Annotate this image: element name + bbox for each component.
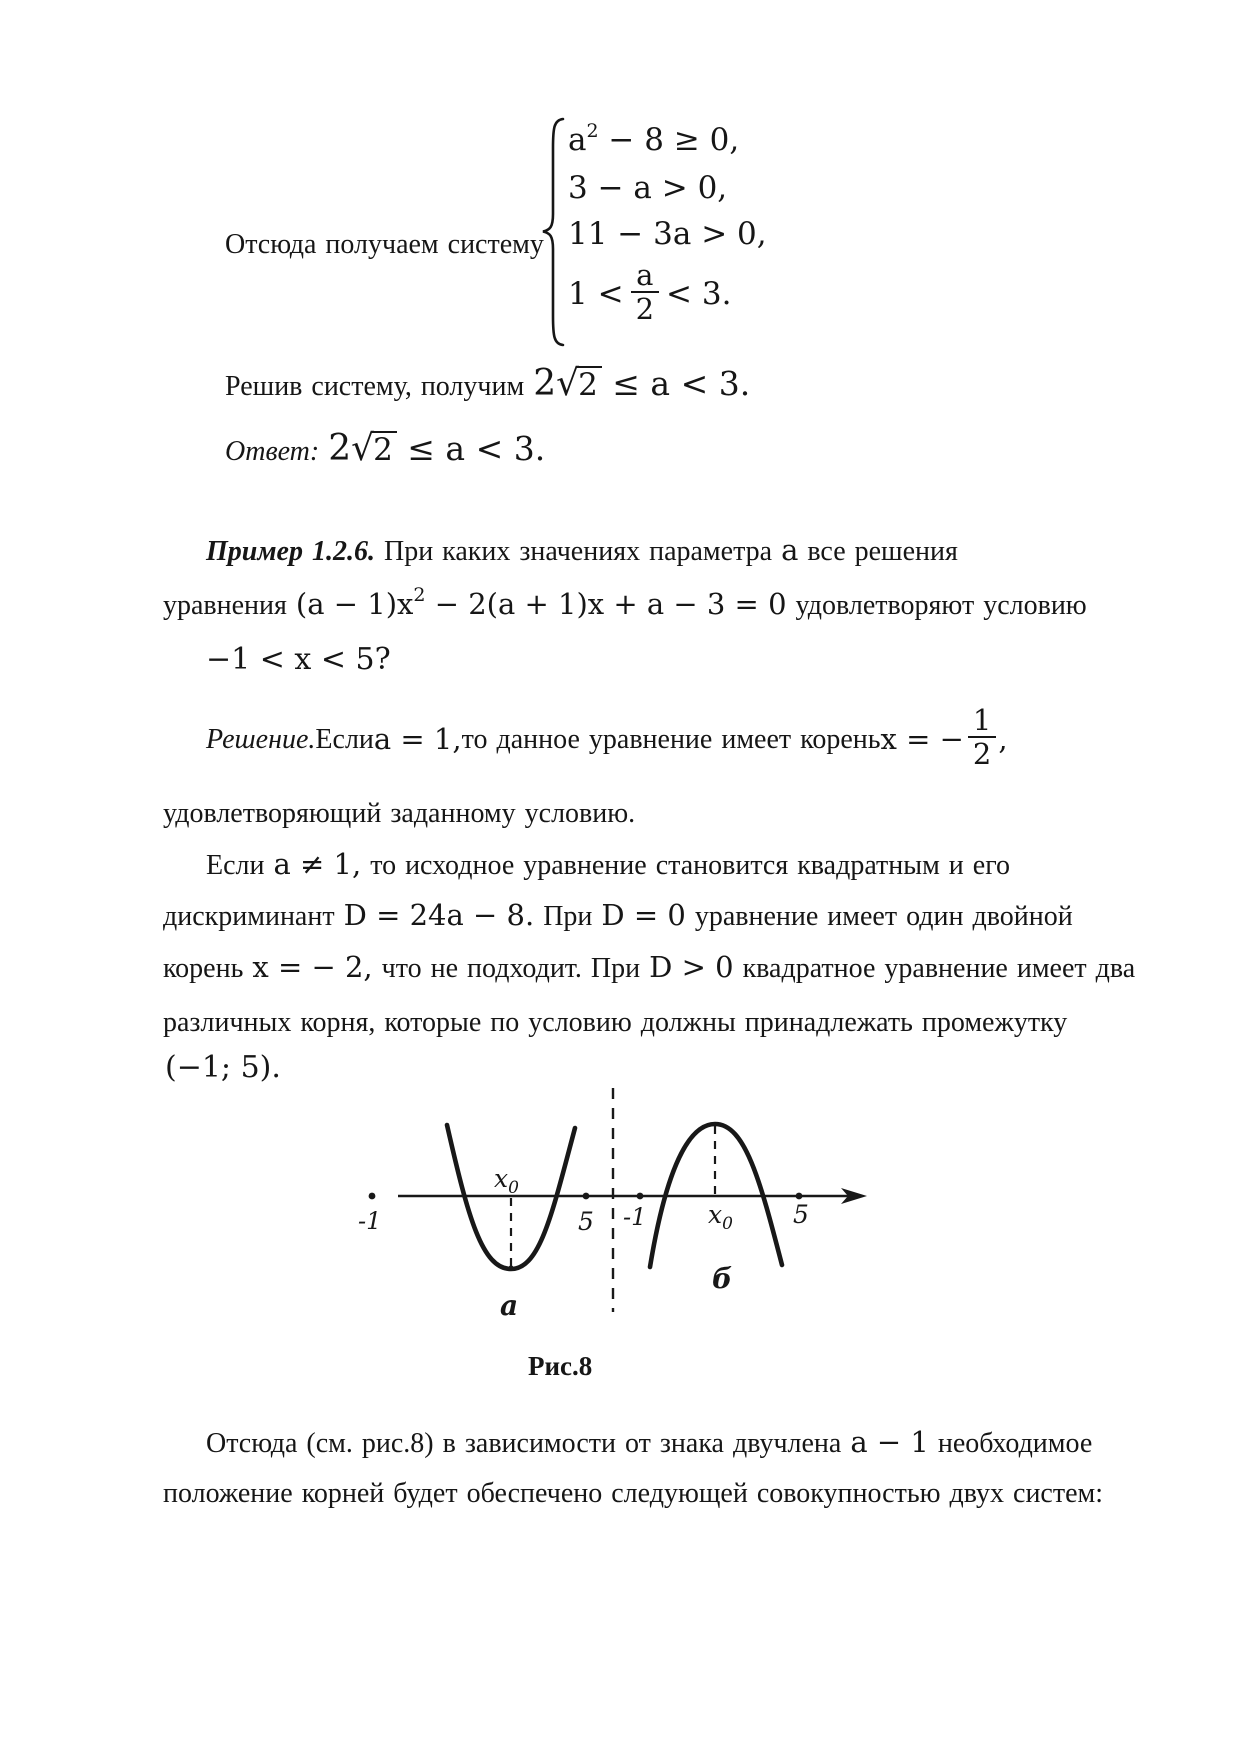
figure-caption: Рис.8 [528,1351,593,1381]
radical-sign: √ [556,363,580,404]
answer-line [225,428,546,469]
solution-first-line [206,702,1008,773]
discriminant-para-line-2 [163,899,1073,933]
equation-line [163,584,1087,625]
example-lead-text: При каких значениях параметра [374,536,782,567]
parameter-a: a [781,533,799,567]
binomial-a-minus-1: a − 1 [850,1425,929,1459]
radical-sign: √ [351,428,375,469]
left-tick-dot-minus1 [369,1193,376,1200]
condition-inequality: −1 < x < 5? [206,642,391,677]
right-panel-label: б [712,1262,733,1295]
left-tick-dot-5 [583,1193,590,1200]
text-segment: корень [163,953,253,984]
example-heading-line [206,534,958,568]
left-x0-label: $x_0$ [494,1164,519,1198]
row1-exponent: 2 [586,120,599,142]
system-row-2: 3 − a > 0, [568,170,728,206]
right-tick-label-minus1: -1 [623,1203,647,1231]
solve-result-line [225,363,751,404]
discriminant-positive: D > 0 [649,950,734,984]
row1-rest: − 8 ≥ 0, [598,122,740,158]
interval-line [165,1051,281,1085]
system-of-inequalities [540,112,870,342]
figure-parabolas [330,1082,890,1322]
fraction-numerator: a [636,257,654,292]
discriminant-para-line-1 [206,848,1010,882]
discriminant-formula: D = 24a − 8. [343,898,535,932]
sqrt-coefficient: 2 [328,428,352,469]
discriminant-para-line-4: различных корня, которые по условию должны принадлежать промежутку [163,1007,1068,1038]
answer-inequality-tail: ≤ a < 3. [396,429,546,468]
row4-right: < 3. [666,276,732,312]
discriminant-para-line-3 [163,951,1135,985]
fraction-numerator: 1 [972,702,992,737]
discriminant-zero: D = 0 [601,898,686,932]
fraction-a-over-2 [631,259,659,326]
answer-label: Ответ: [225,436,320,467]
root-prefix: x = − [880,721,964,756]
left-tick-label-minus1: -1 [358,1207,382,1235]
row1-variable: a [568,122,587,158]
system-brace [540,116,566,348]
left-tick-label-5: 5 [578,1207,594,1236]
solution-label: Решение. [206,723,316,755]
radicand: 2 [576,366,602,401]
condition-line [206,643,391,677]
example-lead-tail: все решения [798,536,958,567]
fraction-1-over-2 [968,704,996,771]
left-vertex-dot [508,1265,513,1270]
fraction-denominator: 2 [631,291,659,325]
system-row-1 [568,122,739,162]
double-root-value: x = − 2, [252,950,373,984]
system-intro-text: Отсюда получаем систему [225,229,544,260]
radicand: 2 [371,431,397,466]
equation-tail-text: удовлетворяют условию [786,590,1087,621]
interval-minus1-5: (−1; 5). [165,1050,281,1085]
text-segment: квадратное уравнение имеет два [733,953,1136,984]
text-segment: что не подходит. При [372,953,650,984]
equation-right-part: − 2(a + 1)x + a − 3 = 0 [425,587,787,621]
system-row-4 [568,256,731,332]
closing-line-2: положение корней будет обеспечено следующей совокупностью двух систем: [163,1478,1104,1509]
text-segment: При [534,901,602,932]
equation-left-part: (a − 1)x [295,587,414,621]
right-tick-label-5: 5 [793,1200,809,1229]
text-segment: то исходное уравнение становится квадратным и его [361,850,1010,881]
case-a-equals-1: a = 1, [373,721,462,756]
equation-exponent: 2 [413,584,426,606]
sqrt-coefficient: 2 [533,363,557,404]
system-row-3: 11 − 3a > 0, [568,216,767,252]
equation-lead-text: уравнения [163,590,296,621]
right-x0-label: $x_0$ [708,1200,733,1234]
case-a-not-equal-1: a ≠ 1, [273,847,362,881]
fraction-denominator: 2 [968,736,996,770]
right-tick-dot-minus1 [637,1193,644,1200]
text-segment: уравнение имеет один двойной [685,901,1073,932]
closing-line-1 [206,1426,1092,1460]
curly-brace-path [543,119,563,345]
text-segment: дискриминант [163,901,344,932]
right-tick-dot-5 [796,1193,803,1200]
solve-inequality-tail: ≤ a < 3. [601,364,751,403]
text-segment: необходимое [928,1428,1093,1459]
text-segment: Отсюда (см. рис.8) в зависимости от знака двучлена [206,1428,851,1459]
solve-lead-text: Решив систему, получим [225,371,534,402]
solution-text-2: то данное уравнение имеет корень [461,723,881,755]
left-panel-label: а [500,1289,519,1322]
text-segment: Если [206,850,274,881]
row4-left: 1 < [568,276,624,312]
root-suffix: , [998,721,1008,756]
solution-continuation-line: удовлетворяющий заданному условию. [163,798,636,829]
solution-text-1: Если [315,723,374,755]
example-number: Пример 1.2.6. [206,536,375,567]
